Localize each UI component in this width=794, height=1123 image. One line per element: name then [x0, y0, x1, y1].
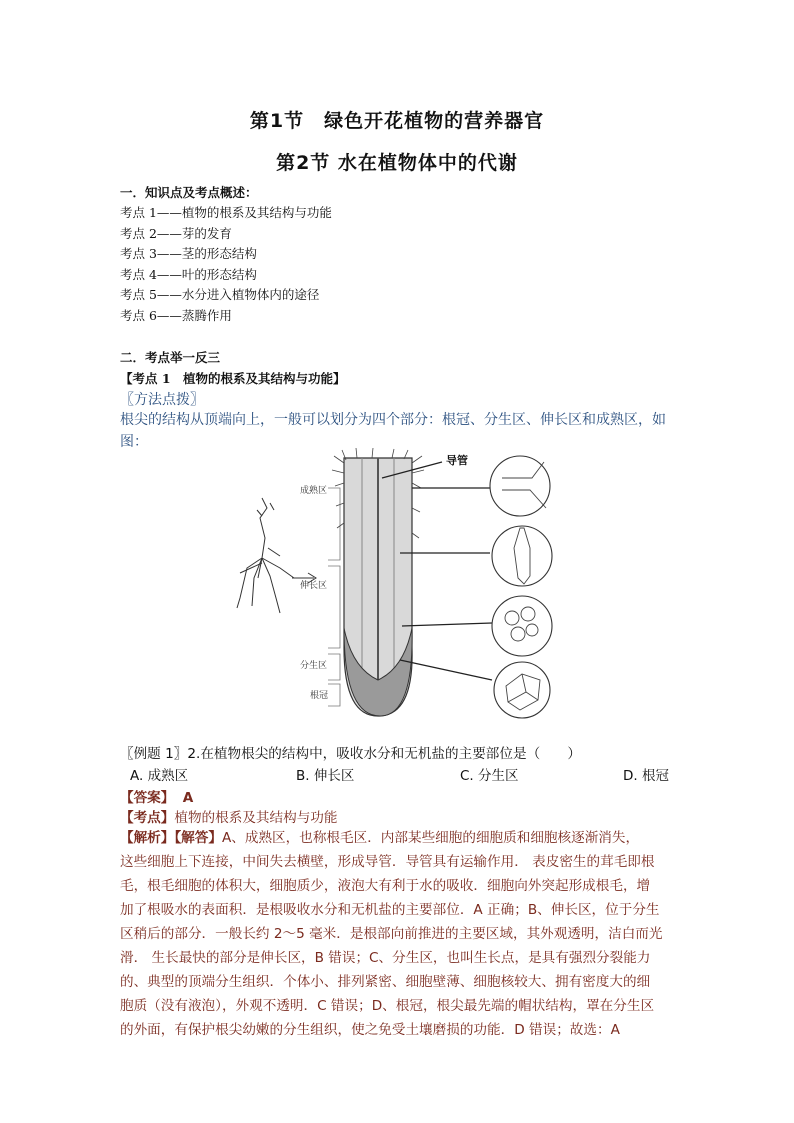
- kaodian-heading: 【考点 1 植物的根系及其结构与功能】: [120, 371, 346, 386]
- label-daoguan: 导管: [446, 454, 468, 467]
- answer-label: 【答案】: [120, 790, 175, 806]
- kaodian-label: 【考点】: [120, 810, 175, 826]
- kaodian-line: [120, 806, 338, 826]
- label-genguan: 根冠: [310, 691, 329, 701]
- overview-item: 考点 3——茎的形态结构: [120, 246, 257, 261]
- analysis-line: 胞质（没有液泡），外观不透明．C 错误；D、根冠，根尖最先端的帽状结构，罩在分生区: [120, 998, 655, 1014]
- option-d: D. 根冠: [623, 768, 669, 784]
- seedling-sketch: [237, 498, 316, 613]
- analysis-line: 【解析】【解答】A、成熟区，也称根毛区．内部某些细胞的细胞质和细胞核逐渐消失，: [120, 830, 640, 846]
- detail-circle-chengshu: [490, 456, 550, 516]
- analysis-line: 这些细胞上下连接，中间失去横壁，形成导管．导管具有运输作用． 表皮密生的茸毛即根: [120, 854, 655, 870]
- answer-line: [120, 786, 193, 806]
- detail-circle-fensheng: [492, 596, 552, 656]
- overview-item: 考点 6——蒸腾作用: [120, 307, 232, 323]
- analysis-line: 毛，根毛细胞的体积大，细胞质少，液泡大有利于水的吸收．细胞向外突起形成根毛，增: [120, 878, 651, 894]
- label-chengshu: 成熟区: [300, 486, 328, 496]
- option-b: B. 伸长区: [296, 768, 355, 784]
- option-c: C. 分生区: [460, 768, 519, 784]
- option-a: A. 成熟区: [130, 768, 189, 784]
- method-text: 根尖的结构从顶端向上，一般可以划分为四个部分：根冠、分生区、伸长区和成熟区，如图：: [120, 412, 666, 450]
- analysis-line: 的外面，有保护根尖幼嫩的分生组织，使之免受土壤磨损的功能．D 错误；故选：A: [120, 1022, 620, 1038]
- detail-circle-genguan: [494, 662, 550, 718]
- analysis-line: 的、典型的顶端分生组织．个体小、排列紧密、细胞壁薄、细胞核较大、拥有密度大的细: [120, 974, 651, 990]
- overview-list: [120, 203, 332, 326]
- page-subtitle: 第2节 水在植物体中的代谢: [276, 152, 518, 174]
- overview-heading: 一．知识点及考点概述：: [120, 185, 258, 200]
- analysis-label: 【解析】: [120, 830, 175, 846]
- example-question: 〖例题 1〗2.在植物根尖的结构中，吸收水分和无机盐的主要部位是（ ）: [120, 746, 581, 762]
- analysis-line: 滑． 生长最快的部分是伸长区，B 错误；C、分生区，也叫生长点，是具有强烈分裂能力: [120, 950, 651, 966]
- kaodian-value: 植物的根系及其结构与功能: [174, 810, 338, 826]
- analysis-block: [120, 826, 680, 1042]
- overview-item: 考点 5——水分进入植物体内的途径: [120, 287, 320, 302]
- label-shenchang: 伸长区: [300, 581, 328, 591]
- analysis-line: 加了根吸水的表面积．是根吸收水分和无机盐的主要部位．A 正确；B、伸长区，位于分生: [120, 902, 660, 918]
- overview-item: 考点 2——芽的发育: [120, 225, 232, 241]
- detail-circle-shenchang: [492, 526, 552, 586]
- section-heading: 二．考点举一反三: [120, 350, 221, 365]
- analysis-sub: 【解答】: [174, 830, 222, 846]
- root-body: [332, 448, 424, 716]
- method-heading: 〖方法点拨〗: [120, 392, 204, 408]
- analysis-line: 区稍后的部分．一般长约 2～5 毫米．是根部向前推进的主要区域，其外观透明，洁白而光: [120, 926, 663, 942]
- page-title: 第1节 绿色开花植物的营养器官: [249, 110, 545, 132]
- overview-item: 考点 1——植物的根系及其结构与功能: [120, 205, 332, 220]
- overview-item: 考点 4——叶的形态结构: [120, 266, 257, 282]
- answer-value: A: [182, 790, 194, 806]
- label-fensheng: 分生区: [300, 661, 328, 671]
- root-tip-figure: [232, 448, 564, 720]
